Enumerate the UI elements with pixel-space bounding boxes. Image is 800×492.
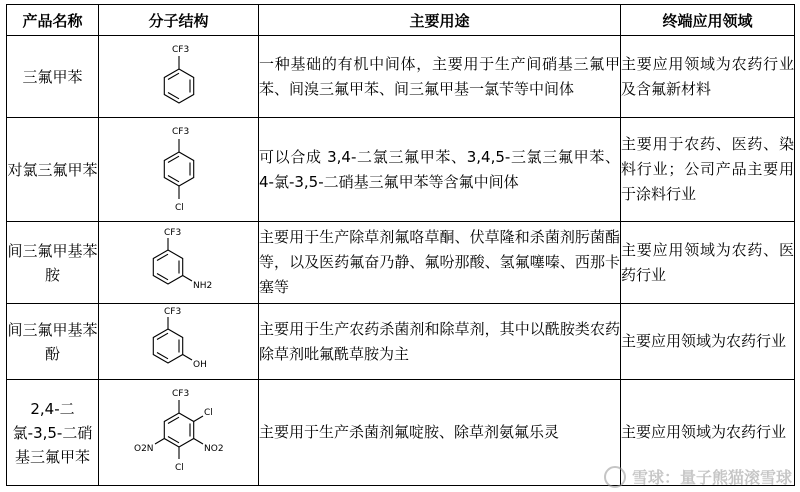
- oh-label: OH: [192, 359, 207, 370]
- molecule-icon: [104, 224, 254, 302]
- watermark: [604, 465, 792, 488]
- cf3-label: CF3: [171, 388, 189, 399]
- molecule-structure: [99, 118, 259, 222]
- cf3-label: CF3: [171, 126, 189, 137]
- product-name: 对氯三氟甲苯: [7, 118, 99, 222]
- molecule-structure: [99, 304, 259, 380]
- no2-label: NO2: [203, 443, 224, 454]
- product-name: 间三氟甲基苯酚: [7, 304, 99, 380]
- molecule-structure: [99, 222, 259, 304]
- molecule-structure: [99, 36, 259, 118]
- cf3-label: CF3: [163, 306, 181, 317]
- cl-label: Cl: [174, 462, 184, 473]
- table-row: [7, 222, 795, 304]
- product-name: 三氟甲苯: [7, 36, 99, 118]
- cl-label: Cl: [174, 202, 184, 213]
- main-use: 主要用于生产除草剂氟咯草酮、伏草隆和杀菌剂肟菌酯等，以及医药氟奋乃静、氟吩那酸、氢氟噻嗪、西那卡塞等: [259, 222, 621, 304]
- product-name: 间三氟甲基苯胺: [7, 222, 99, 304]
- main-use: 主要用于生产农药杀菌剂和除草剂，其中以酰胺类农药除草剂吡氟酰草胺为主: [259, 304, 621, 380]
- header-row: [7, 5, 795, 36]
- molecule-icon: [104, 383, 254, 483]
- table-row: [7, 118, 795, 222]
- main-use: 可以合成 3,4-二氯三氟甲苯、3,4,5-三氯三氟甲苯、4-氯-3,5-二硝基三氟甲苯等含氟中间体: [259, 118, 621, 222]
- header-application-field: 终端应用领域: [621, 5, 795, 36]
- molecule-icon: [104, 305, 254, 379]
- nh2-label: NH2: [192, 280, 212, 291]
- watermark-text: 雪球：量子熊猫滚雪球: [631, 468, 792, 487]
- application-field: 主要应用领域为农药、医药行业: [621, 222, 795, 304]
- table-row: [7, 36, 795, 118]
- table-row: [7, 304, 795, 380]
- o2n-label: O2N: [133, 443, 154, 454]
- application-field: 主要用于农药、医药、染料行业；公司产品主要用于涂料行业: [621, 118, 795, 222]
- application-field: 主要应用领域为农药行业: [621, 304, 795, 380]
- cf3-label: CF3: [163, 227, 181, 238]
- main-use: 一种基础的有机中间体，主要用于生产间硝基三氟甲苯、间溴三氟甲苯、间三氟甲基一氯苄等中间体: [259, 36, 621, 118]
- header-main-use: 主要用途: [259, 5, 621, 36]
- product-table: [6, 4, 795, 486]
- cl-label: Cl: [203, 407, 213, 418]
- molecule-icon: [104, 120, 254, 220]
- application-field: 主要应用领域为农药行业及含氟新材料: [621, 36, 795, 118]
- product-name: 2,4-二氯-3,5-二硝基三氟甲苯: [7, 380, 99, 486]
- application-field: 主要应用领域为农药行业: [621, 380, 795, 486]
- header-product-name: 产品名称: [7, 5, 99, 36]
- cf3-label: CF3: [171, 44, 189, 55]
- molecule-icon: [104, 39, 254, 115]
- main-use: 主要用于生产杀菌剂氟啶胺、除草剂氨氟乐灵: [259, 380, 621, 486]
- header-structure: 分子结构: [99, 5, 259, 36]
- molecule-structure: [99, 380, 259, 486]
- snowball-logo-icon: [604, 466, 626, 488]
